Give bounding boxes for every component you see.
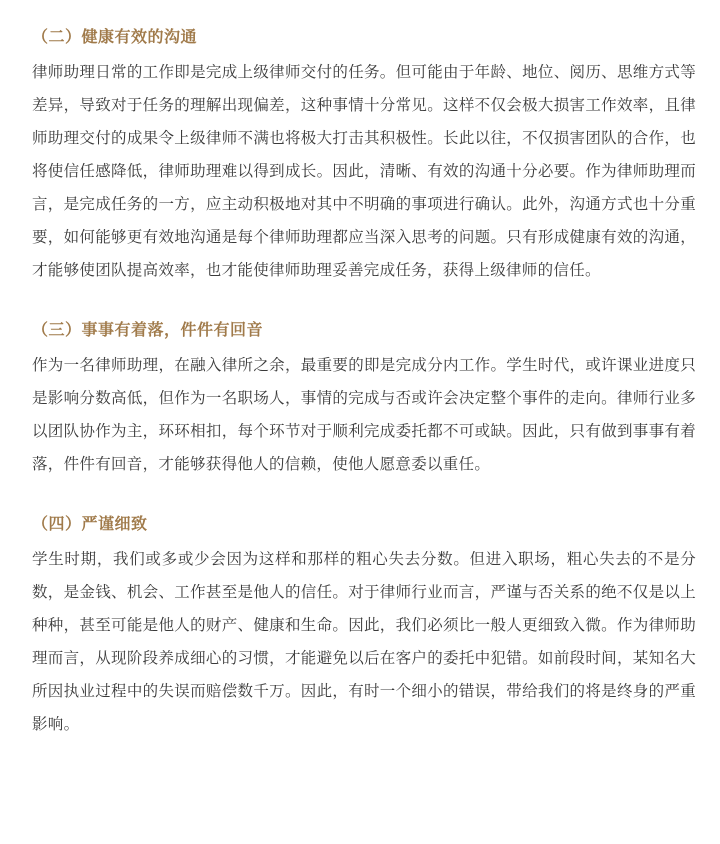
section-body: 学生时期，我们或多或少会因为这样和那样的粗心失去分数。但进入职场，粗心失去的不是分数，是金钱、机会、工作甚至是他人的信任。对于律师行业而言，严谨与否关系的绝不仅是以上种种，甚至可能是他人的财产、健康和生命。因此，我们必须比一般人更细致入微。作为律师助理而言，从现阶段养成细心的习惯，才能避免以后在客户的委托中犯错。如前段时间，某知名大所因执业过程中的失误而赔偿数千万。因此，有时一个细小的错误，带给我们的将是终身的严重影响。 [32,550,696,733]
section-heading: （四）严谨细致 [32,514,148,533]
section-rigor [32,513,696,741]
section-follow-through [32,319,696,481]
section-communication [32,26,696,287]
section-heading: （二）健康有效的沟通 [32,27,198,46]
section-body: 律师助理日常的工作即是完成上级律师交付的任务。但可能由于年龄、地位、阅历、思维方式等差异，导致对于任务的理解出现偏差，这种事情十分常见。这样不仅会极大损害工作效率，且律师助理交付的成果令上级律师不满也将极大打击其积极性。长此以往，不仅损害团队的合作，也将使信任感降低，律师助理难以得到成长。因此，清晰、有效的沟通十分必要。作为律师助理而言，是完成任务的一方，应主动积极地对其中不明确的事项进行确认。此外，沟通方式也十分重要，如何能够更有效地沟通是每个律师助理都应当深入思考的问题。只有形成健康有效的沟通，才能够使团队提高效率，也才能使律师助理妥善完成任务，获得上级律师的信任。 [32,63,696,279]
section-body: 作为一名律师助理，在融入律所之余，最重要的即是完成分内工作。学生时代，或许课业进度只是影响分数高低，但作为一名职场人，事情的完成与否或许会决定整个事件的走向。律师行业多以团队协作为主，环环相扣，每个环节对于顺利完成委托都不可或缺。因此，只有做到事事有着落，件件有回音，才能够获得他人的信赖，使他人愿意委以重任。 [32,356,696,473]
section-heading: （三）事事有着落，件件有回音 [32,320,264,339]
